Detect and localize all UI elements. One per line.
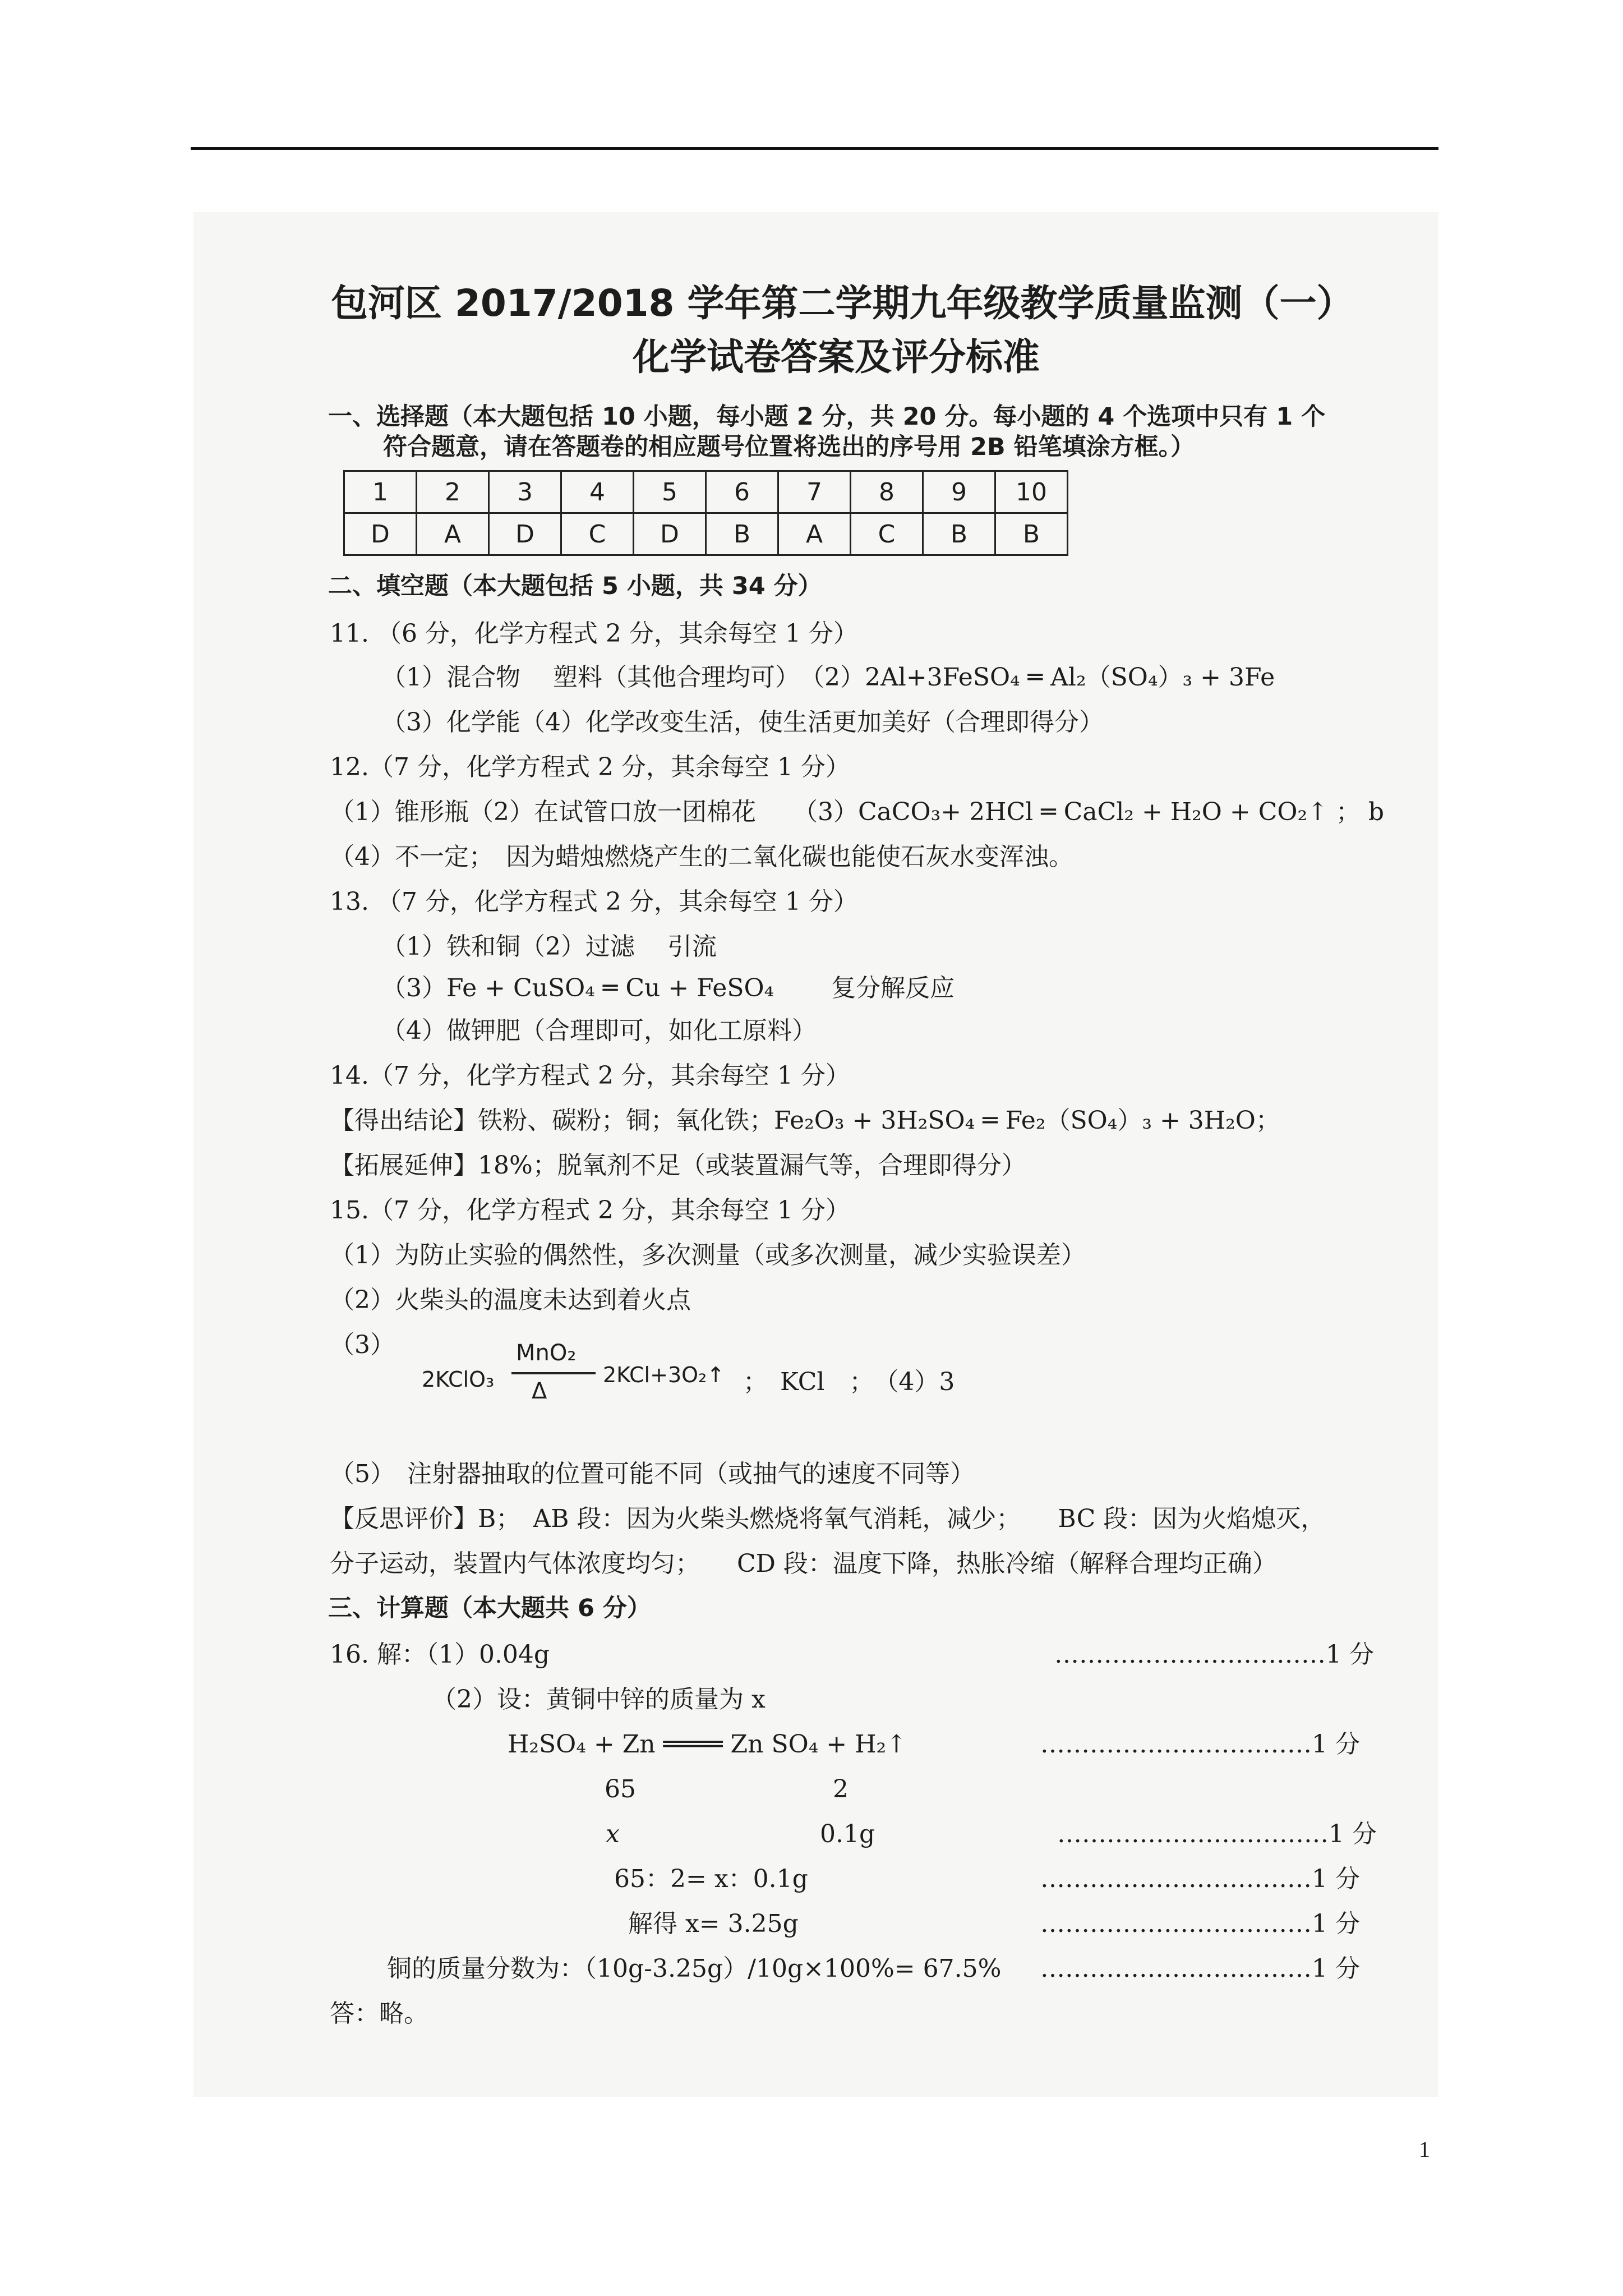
section1-heading-cont: 符合题意，请在答题卷的相应题号位置将选出的序号用 2B 铅笔填涂方框。） [383, 433, 1195, 461]
calc-line: 答：略。 [330, 1999, 428, 2028]
score-dots: ……………………………1 分 [1040, 1865, 1360, 1893]
equation-reactant: 2KClO₃ [422, 1367, 495, 1392]
section3-heading: 三、计算题（本大题共 6 分） [328, 1594, 651, 1622]
score-dots: ……………………………1 分 [1040, 1954, 1360, 1983]
score-dots: ……………………………1 分 [1040, 1910, 1360, 1938]
table-cell: B [706, 513, 778, 555]
calc-line: （2）设：黄铜中锌的质量为 x [432, 1685, 766, 1714]
answer-line: （1）混合物 塑料（其他合理均可） （2）2Al+3FeSO₄ ═ Al₂（SO₄）₃ + 3Fe [381, 663, 1275, 692]
page-number: 1 [1419, 2137, 1430, 2162]
answer-line: 【得出结论】铁粉、碳粉；铜；氧化铁；Fe₂O₃ + 3H₂SO₄ ═ Fe₂（SO₄）₃ + 3H₂O； [330, 1106, 1280, 1135]
table-cell: A [778, 513, 851, 555]
answer-line: （3）Fe + CuSO₄ ═ Cu + FeSO₄ 复分解反应 [381, 974, 955, 1002]
table-cell: C [851, 513, 923, 555]
answer-line: （4）不一定； 因为蜡烛燃烧产生的二氧化碳也能使石灰水变浑浊。 [330, 843, 1073, 871]
calc-line: H₂SO₄ + Zn ════ Zn SO₄ + H₂↑ [508, 1730, 907, 1759]
table-cell: A [417, 513, 489, 555]
answer-line: （3） [330, 1331, 395, 1359]
table-cell: 4 [561, 471, 634, 513]
answer-line: 11. （6 分，化学方程式 2 分，其余每空 1 分） [330, 619, 858, 648]
answer-line: 12.（7 分，化学方程式 2 分，其余每空 1 分） [330, 753, 850, 781]
section2-heading: 二、填空题（本大题包括 5 小题，共 34 分） [328, 572, 822, 600]
table-cell: D [344, 513, 417, 555]
calc-line: 65：2= x：0.1g [614, 1865, 808, 1893]
answer-line: 15.（7 分，化学方程式 2 分，其余每空 1 分） [330, 1196, 850, 1225]
table-row [344, 471, 1068, 513]
table-cell: 10 [995, 471, 1068, 513]
equation-catalyst: MnO₂ [516, 1340, 577, 1366]
equation-product: 2KCl+3O₂↑ [603, 1363, 725, 1387]
table-cell: D [489, 513, 561, 555]
score-dots: ……………………………1 分 [1057, 1820, 1377, 1848]
answer-table [343, 470, 1068, 556]
table-cell: 3 [489, 471, 561, 513]
table-cell: C [561, 513, 634, 555]
answer-line: （3）化学能（4）化学改变生活，使生活更加美好（合理即得分） [381, 708, 1104, 737]
score-dots: ……………………………1 分 [1040, 1730, 1360, 1759]
answer-line: 13. （7 分，化学方程式 2 分，其余每空 1 分） [330, 887, 858, 916]
heat-symbol: Δ [532, 1378, 547, 1404]
header-rule [191, 147, 1438, 150]
table-cell: 2 [417, 471, 489, 513]
table-cell: 1 [344, 471, 417, 513]
calc-line: 16. 解：（1）0.04g [330, 1640, 550, 1669]
calc-line: 65 [605, 1775, 636, 1803]
document-title: 包河区 2017/2018 学年第二学期九年级教学质量监测（一） [331, 282, 1354, 325]
answer-line: （4）做钾肥（合理即可，如化工原料） [381, 1016, 817, 1045]
table-cell: 5 [634, 471, 706, 513]
table-row [344, 513, 1068, 555]
answer-line: （1）为防止实验的偶然性，多次测量（或多次测量，减少实验误差） [330, 1241, 1086, 1269]
equation-tail: ； KCl ； （4）3 [743, 1368, 955, 1396]
section1-heading: 一、选择题（本大题包括 10 小题，每小题 2 分，共 20 分。每小题的 4 个选项中只有 1 个 [328, 403, 1326, 431]
score-dots: ……………………………1 分 [1054, 1640, 1374, 1669]
calc-line: 解得 x= 3.25g [628, 1910, 799, 1938]
table-cell: 8 [851, 471, 923, 513]
answer-line: （1）铁和铜（2）过滤 引流 [381, 932, 717, 961]
answer-line: （2）火柴头的温度未达到着火点 [330, 1286, 691, 1314]
answer-line: 【拓展延伸】18%；脱氧剂不足（或装置漏气等，合理即得分） [330, 1151, 1026, 1180]
table-cell: D [634, 513, 706, 555]
table-cell: 6 [706, 471, 778, 513]
table-cell: B [923, 513, 995, 555]
answer-line: 分子运动，装置内气体浓度均匀； CD 段：温度下降，热胀冷缩（解释合理均正确） [330, 1549, 1277, 1578]
calc-line: 2 [833, 1775, 849, 1803]
answer-line: 14.（7 分，化学方程式 2 分，其余每空 1 分） [330, 1061, 850, 1090]
calc-line: 铜的质量分数为：（10g-3.25g）/10g×100%= 67.5% [387, 1954, 1002, 1983]
answer-line: 【反思评价】B； AB 段：因为火柴头燃烧将氧气消耗，减少； BC 段：因为火焰熄灭， [330, 1504, 1326, 1533]
table-cell: 9 [923, 471, 995, 513]
table-cell: 7 [778, 471, 851, 513]
calc-line: x [606, 1820, 620, 1848]
document-subtitle: 化学试卷答案及评分标准 [633, 335, 1040, 379]
answer-line: （1）锥形瓶（2）在试管口放一团棉花 （3）CaCO₃+ 2HCl ═ CaCl₂ + H₂O + CO₂↑ ； b [330, 798, 1385, 826]
answer-line: （5） 注射器抽取的位置可能不同（或抽气的速度不同等） [330, 1460, 975, 1488]
equation-arrow-line [511, 1372, 596, 1374]
table-cell: B [995, 513, 1068, 555]
calc-line: 0.1g [820, 1820, 875, 1848]
